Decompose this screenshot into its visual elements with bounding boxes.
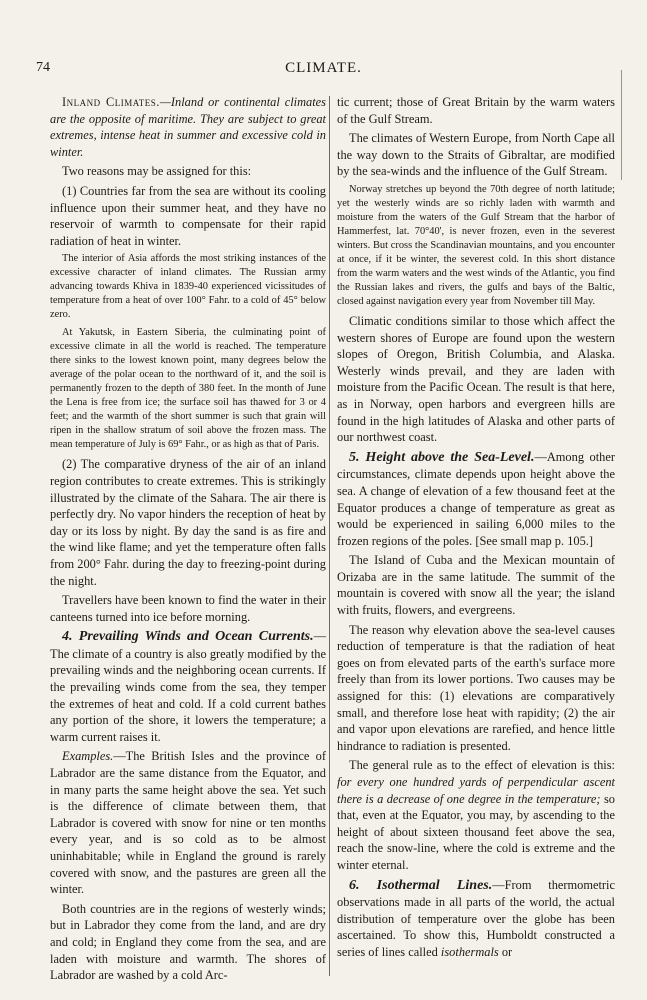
paragraph-text: so that, even at the Equator, you may, by ascending to the height of about sixteen thousand feet above the sea, reach the snow-line, where the cold is extreme and the winter eternal.: [337, 791, 615, 872]
paragraph-height-above-sea: [337, 449, 615, 550]
paragraph: Both countries are in the regions of westerly winds; but in Labrador they come from the land, and are dry and cold; in England they come from the sea, and are laden with moisture and warmth. The shores of Labrador are washed by a cold Arc-: [50, 901, 326, 983]
paragraph-inland-climates: [50, 94, 326, 160]
paragraph: (2) The comparative dryness of the air of an inland region contributes to create extremes. This is strikingly illustrated by the climate of the Sahara. The air there is perfectly dry. No vapor hinders the reception of heat by day or its loss by night. By day the sand is as fire and the wind like flame; and yet the temperature often falls from 200° Fahr. during the day to freezing-point during the night.: [50, 457, 326, 588]
column-divider: [329, 96, 330, 976]
margin-rule: [621, 70, 622, 180]
small-print-paragraph: The interior of Asia affords the most striking instances of the excessive character of inland climates. The Russian army advancing towards Khiva in 1839-40 experienced vicissitudes of temperature from a heat of over 100° Fahr. to a cold of 45° below zero.: [50, 253, 326, 321]
small-print-paragraph: At Yakutsk, in Eastern Siberia, the culminating point of excessive climate in all the world is reached. The temperature there sinks to the lowest known point, many degrees below the average of the polar ocean to the northward of it, and the soil is permanently frozen to the depth of 380 feet. In the month of June the Lena is free from ice; the surface soil has thawed for 3 or 4 feet; and the warmth of the short summer is such that grain will ripen in the shallow stratum of soil above the frozen mass. The mean temperature of July is 69° Fahr., or as high as that of Paris.: [50, 327, 326, 451]
page-header: [36, 60, 611, 84]
section-heading: 5. Height above the Sea-Level.: [349, 449, 535, 465]
left-column: [50, 94, 326, 987]
paragraph: Travellers have been known to find the water in their canteens turned into ice before morning.: [50, 593, 326, 624]
paragraph: The reason why elevation above the sea-level causes reduction of temperature is that the radiation of heat goes on from elevated parts of the earth's surface more freely than from its lower portions. Two causes may be assigned for this: (1) elevations are comparatively small, and therefore lose heat with rapidity; (2) the air and vapor upon elevations are rarefied, and hence little hindrance to radiation is presented.: [337, 622, 615, 753]
paragraph-prevailing-winds: [50, 628, 326, 745]
paragraph: The Island of Cuba and the Mexican mountain of Orizaba are in the same latitude. The summit of the mountain is covered with snow all the year; the island with fruits, flowers, and evergreens.: [337, 553, 615, 618]
paragraph-text: —From thermometric observations made in all parts of the world, the actual distribution of temperature over the globe has been ascertained. To show this, Humboldt constructed a series of lines called: [337, 877, 616, 959]
section-lead: Inland Climates.: [62, 95, 160, 109]
paragraph: Climatic conditions similar to those which affect the western shores of Europe are found upon the western slopes of Oregon, British Columbia, and Alaska. Westerly winds prevail, and they are laden with moisture from the Pacific Ocean. The result is that here, as in Norway, open harbors and evergreen hills are found in the high latitudes of Alaska and other parts of our northwest coast.: [337, 313, 615, 445]
paragraph: The climates of Western Europe, from North Cape all the way down to the Straits of Gibraltar, are modified by the sea-winds and the influence of the Gulf Stream.: [337, 131, 615, 179]
paragraph-general-rule: [337, 757, 615, 873]
paragraph-text: —Among other circumstances, climate depends upon height above the sea. A change of elevation of a few thousand feet at the Equator produces a change of temperature as great as would be experienced in sailing 6,000 miles to the frozen regions of the poles. [See small map p. 105.]: [337, 449, 616, 548]
italic-text: for every one hundred yards of perpendicular ascent there is a decrease of one degree in the temperature;: [337, 775, 615, 806]
paragraph-examples: [50, 748, 326, 897]
page-number: 74: [36, 60, 50, 75]
paragraph-text: The general rule as to the effect of elevation is this:: [349, 758, 615, 773]
section-heading: 4. Prevailing Winds and Ocean Currents.: [62, 629, 314, 645]
paragraph: tic current; those of Great Britain by the warm waters of the Gulf Stream.: [337, 95, 615, 126]
italic-text: isothermals: [440, 944, 499, 959]
paragraph-isothermal-lines: [337, 877, 615, 961]
paragraph: Two reasons may be assigned for this:: [62, 164, 252, 179]
running-title: CLIMATE.: [285, 60, 362, 76]
paragraph-text: —The British Isles and the province of Labrador are the same distance from the Equator, and in many parts the same height above the sea. Yet such is the difference of climate between them, that Labrador is covered with snow for nine or ten months every year, and is so cold as to be almost uninhabitable; while in England the ground is rarely covered with snow, and the pastures are green all the winter.: [50, 749, 326, 897]
small-print-paragraph: Norway stretches up beyond the 70th degree of north latitude; yet the westerly winds are so richly laden with warmth and moisture from the waters of the Gulf Stream that the harbor of Hammerfest, lat. 70°40', is never frozen, even in the severest winters. But cross the Scandinavian mountains, and you encounter at once, if it be winter, the severest cold. In this short distance from the warm waters and the west winds of the Atlantic, you find the Russian lakes and rivers, the gulfs and bays of the Baltic, closed against navigation every year from November till May.: [337, 183, 615, 307]
right-column: [337, 94, 615, 964]
paragraph-text: or: [501, 944, 513, 959]
paragraph: (1) Countries far from the sea are without its cooling influence upon their summer heat, and they have no reservoir of warmth to compensate for their rapid radiation of heat in winter.: [50, 183, 326, 248]
italic-text: —Inland or continental climates are the opposite of maritime. They are subject to great extremes, intense heat in summer and excessive cold in winter.: [50, 95, 326, 159]
paragraph-text: —The climate of a country is also greatly modified by the prevailing winds and the neighboring ocean currents. If the prevailing winds come from the sea, they temper the extremes of heat and cold. If a cold current bathes any portion of the shore, it lowers the temperature; a warm current raises it.: [50, 629, 326, 744]
italic-lead: Examples.: [62, 749, 114, 764]
section-heading: 6. Isothermal Lines.: [349, 877, 493, 893]
